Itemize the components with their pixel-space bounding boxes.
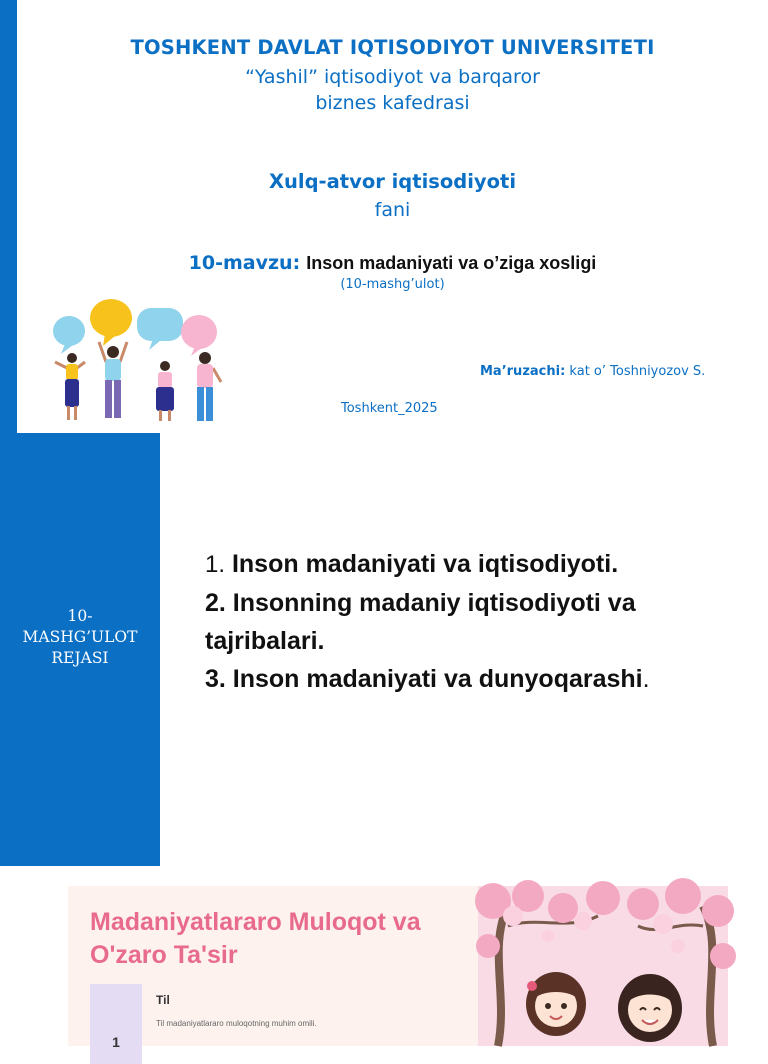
department-line-1: “Yashil” iqtisodiyot va barqaror (245, 66, 540, 88)
topic-heading (17, 252, 768, 274)
plan-panel-heading (0, 606, 160, 669)
person-figure-icon (99, 342, 127, 418)
plan-item-text: 2. Insonning madaniy iqtisodiyoti va tajribalari. (205, 589, 636, 655)
speech-bubble-icon (90, 299, 132, 337)
girl-figure-icon (618, 974, 682, 1042)
item-title: Til (156, 993, 170, 1007)
plan-item-text: Inson madaniyati va iqtisodiyoti. (231, 550, 619, 578)
intercultural-slide (0, 866, 768, 1050)
department-name (17, 64, 768, 116)
person-figure-icon (156, 361, 174, 421)
title-slide (0, 0, 768, 433)
plan-item (205, 660, 725, 698)
lecturer-label: Ma’ruzachi: (480, 364, 566, 379)
cherry-blossom-girls-illustration (478, 886, 728, 1046)
slide-title: Madaniyatlararo Muloqot va O'zaro Ta'sir (90, 908, 421, 969)
person-figure-icon (197, 352, 221, 421)
topic-title: Inson madaniyati va o’ziga xosligi (306, 253, 597, 273)
plan-item (205, 545, 725, 584)
plan-panel-line-1: 10- (67, 607, 93, 625)
city-year: Toshkent_2025 (341, 401, 438, 416)
left-accent-bar (0, 0, 17, 433)
item-number-box (90, 984, 142, 1064)
lecturer-line (480, 364, 705, 379)
plan-item-text: 3. Inson madaniyati va dunyoqarashi (205, 665, 643, 693)
plan-item (205, 584, 725, 660)
plan-slide (0, 433, 768, 866)
person-figure-icon (55, 353, 85, 420)
university-name: TOSHKENT DAVLAT IQTISODIYOT UNIVERSITETI (130, 36, 655, 59)
plan-side-panel (0, 433, 160, 866)
subject-title: Xulq-atvor iqtisodiyoti (268, 170, 517, 193)
session-note: (10-mashg’ulot) (340, 277, 445, 292)
plan-item-number: 1. (205, 551, 226, 578)
girl-figure-icon (526, 972, 586, 1036)
speech-bubble-icon (137, 308, 183, 341)
department-line-2: biznes kafedrasi (315, 92, 470, 114)
plan-panel-line-2: MASHG’ULOT (22, 628, 138, 646)
plan-item-trailing-dot: . (642, 665, 650, 693)
item-description: Til madaniyatlararo muloqotning muhim omili. (156, 1019, 317, 1028)
subject-suffix: fani (374, 199, 411, 221)
speech-bubble-icon (181, 315, 217, 349)
item-number: 1 (112, 1034, 120, 1050)
plan-list (205, 545, 725, 698)
lecturer-name: kat o’ Toshniyozov S. (569, 364, 706, 379)
slide-card (68, 886, 728, 1050)
topic-number: 10-mavzu: (188, 252, 301, 274)
plan-panel-line-3: REJASI (51, 649, 109, 667)
speech-bubble-icon (53, 316, 85, 346)
people-speech-bubbles-illustration (45, 296, 230, 426)
